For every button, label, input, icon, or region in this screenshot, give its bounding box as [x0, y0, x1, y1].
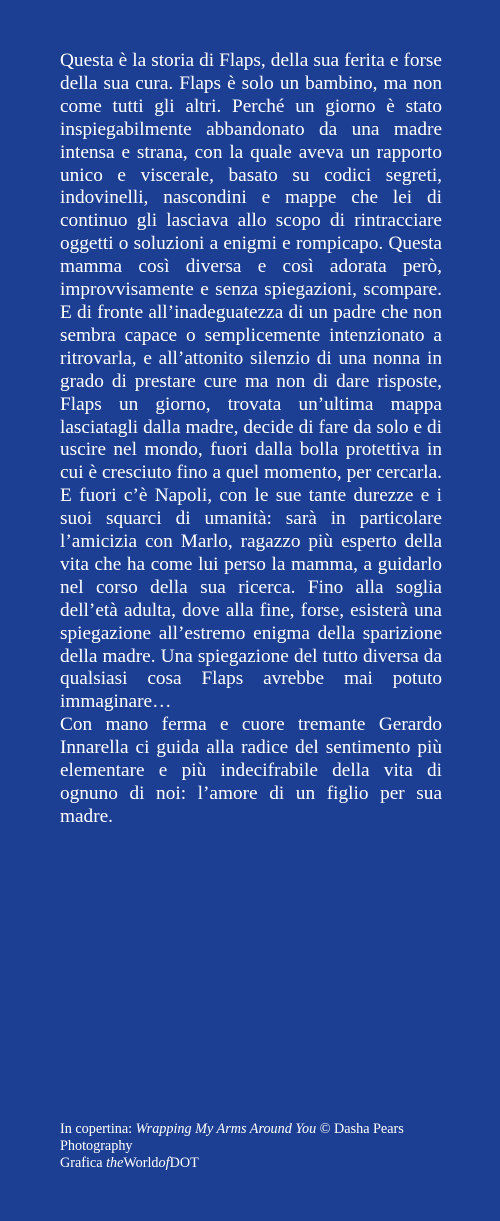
blurb-paragraph-2: Con mano ferma e cuore tremante Gerardo Innarella ci guida alla radice del sentimento più elementare e più indecifrabile della vita di ognuno di noi: l’amore di un figlio per sua madre. [60, 714, 442, 827]
credits [60, 1121, 450, 1171]
cover-credit [60, 1121, 450, 1155]
cover-photo-title: Wrapping My Arms Around You [135, 1121, 317, 1137]
blurb-paragraph-1: Questa è la storia di Flaps, della sua ferita e forse della sua cura. Flaps è solo un bambino, ma non come tutti gli altri. Perché un giorno è stato inspiegabilmente abbandonato da una madre intensa e strana, con la quale aveva un rapporto unico e viscerale, basato su codici segreti, indovinelli, nascondini e mappe che lei di continuo gli lasciava allo scopo di rintracciare oggetti o soluzioni a enigmi e rompicapo. Questa mamma così diversa e così adorata però, improvvisamente e senza spiegazioni, scompare. E di fronte all’inadeguatezza di un padre che non sembra capace o semplicemente intenzionato a ritrovarla, e all’attonito silenzio di una nonna in grado di prestare cure ma non di dare risposte, Flaps un giorno, trovata un’ultima mappa lasciatagli dalla madre, decide di fare da solo e di uscire nel mondo, fuori dalla bolla protettiva in cui è cresciuto fino a quel momento, per cercarla. E fuori c’è Napoli, con le sue tante durezze e i suoi squarci di umanità: sarà in particolare l’amicizia con Marlo, ragazzo più esperto della vita che ha come lui perso la mamma, a guidarlo nel corso della sua ricerca. Fino alla soglia dell’età adulta, dove alla fine, forse, esisterà una spiegazione all’estremo enigma della sparizione della madre. Una spiegazione del tutto diversa da qualsiasi cosa Flaps avrebbe mai potuto immaginare… [60, 50, 442, 713]
design-logo-the: the [106, 1154, 124, 1171]
design-logo-dot: DOT [169, 1154, 199, 1171]
cover-credit-prefix: In copertina: [60, 1121, 136, 1137]
design-logo-world: World [123, 1154, 159, 1171]
design-credit-prefix: Grafica [60, 1154, 107, 1171]
design-logo-of: of [158, 1154, 170, 1171]
cover-credit-suffix: © Dasha Pears Photography [60, 1121, 404, 1154]
design-credit [60, 1155, 450, 1172]
back-cover-blurb [60, 50, 442, 829]
